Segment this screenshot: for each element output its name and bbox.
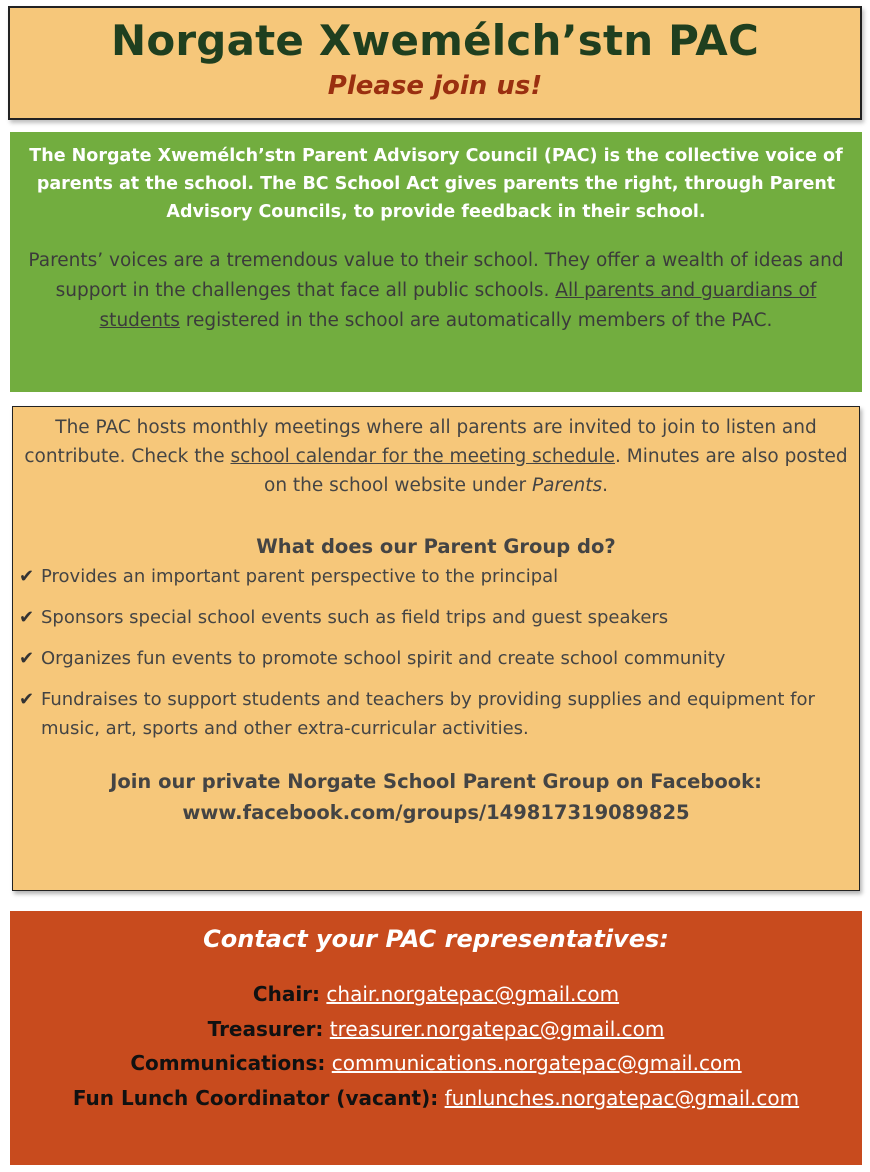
voices-text-end: registered in the school are automatically members of the PAC. bbox=[179, 310, 773, 331]
list-item-text: Organizes fun events to promote school spirit and create school community bbox=[41, 648, 726, 669]
voices-text-start: Parents’ voices are a tremendous value to their school. They offer a wealth of ideas and support in the challenges that face all public schools. bbox=[28, 250, 844, 301]
treasurer-email-link[interactable]: treasurer.norgatepac@gmail.com bbox=[329, 1016, 665, 1041]
rep-role: Chair: bbox=[252, 982, 321, 1006]
voices-paragraph bbox=[18, 246, 854, 336]
meetings-paragraph bbox=[13, 407, 859, 500]
intro-section bbox=[10, 132, 862, 392]
meetings-text-start: The PAC hosts monthly meetings where all parents are invited to join to listen and contribute. Check the bbox=[24, 417, 817, 467]
facebook-group-url[interactable]: www.facebook.com/groups/149817319089825 bbox=[182, 801, 690, 824]
chair-email-link[interactable]: chair.norgatepac@gmail.com bbox=[326, 982, 620, 1006]
facebook-invite-text: Join our private Norgate School Parent Group on Facebook: bbox=[110, 770, 762, 793]
meetings-text-end: . bbox=[602, 475, 608, 496]
contact-title: Contact your PAC representatives: bbox=[203, 925, 669, 953]
parents-word: Parents bbox=[531, 475, 603, 496]
checkmark-icon: ✔ bbox=[19, 648, 35, 669]
facebook-callout bbox=[13, 766, 859, 828]
list-item-text: Fundraises to support students and teachers by providing supplies and equipment for music, art, sports and other extra-curricular activities. bbox=[41, 689, 815, 739]
all-parents-link[interactable]: All parents and guardians of students bbox=[99, 280, 817, 331]
rep-fun-lunch bbox=[10, 1081, 862, 1116]
page-title: Norgate Xwemélch’stn PAC bbox=[110, 16, 760, 65]
checkmark-icon: ✔ bbox=[19, 607, 35, 628]
rep-role: Treasurer: bbox=[207, 1016, 324, 1041]
rep-chair bbox=[10, 977, 862, 1012]
rep-treasurer bbox=[10, 1012, 862, 1047]
funlunches-email-link[interactable]: funlunches.norgatepac@gmail.com bbox=[444, 1085, 800, 1110]
rep-communications bbox=[10, 1046, 862, 1081]
list-item bbox=[19, 644, 859, 673]
checkmark-icon: ✔ bbox=[19, 566, 35, 587]
page-subtitle: Please join us! bbox=[327, 71, 543, 101]
list-item-text: Provides an important parent perspective to the principal bbox=[41, 566, 559, 587]
intro-bold-text: The Norgate Xwemélch’stn Parent Advisory Council (PAC) is the collective voice of parents at the school. The BC School Act gives parents the right, through Parent Advisory Councils, to provide feedback in their school. bbox=[29, 146, 843, 222]
group-activities-list bbox=[13, 562, 859, 743]
rep-role: Communications: bbox=[130, 1051, 326, 1075]
list-item-text: Sponsors special school events such as field trips and guest speakers bbox=[41, 607, 669, 628]
checkmark-icon: ✔ bbox=[19, 689, 35, 710]
meetings-text-middle: . Minutes are also posted on the school website under bbox=[264, 446, 848, 496]
group-heading: What does our Parent Group do? bbox=[256, 535, 616, 558]
list-item bbox=[19, 562, 859, 591]
header-banner bbox=[8, 6, 862, 120]
list-item bbox=[19, 685, 859, 743]
info-section bbox=[12, 406, 860, 891]
rep-role: Fun Lunch Coordinator (vacant): bbox=[72, 1085, 439, 1110]
school-calendar-link[interactable]: school calendar for the meeting schedule bbox=[230, 446, 615, 467]
contact-section bbox=[10, 911, 862, 1165]
communications-email-link[interactable]: communications.norgatepac@gmail.com bbox=[331, 1051, 742, 1075]
representatives-list bbox=[10, 977, 862, 1115]
list-item bbox=[19, 603, 859, 632]
